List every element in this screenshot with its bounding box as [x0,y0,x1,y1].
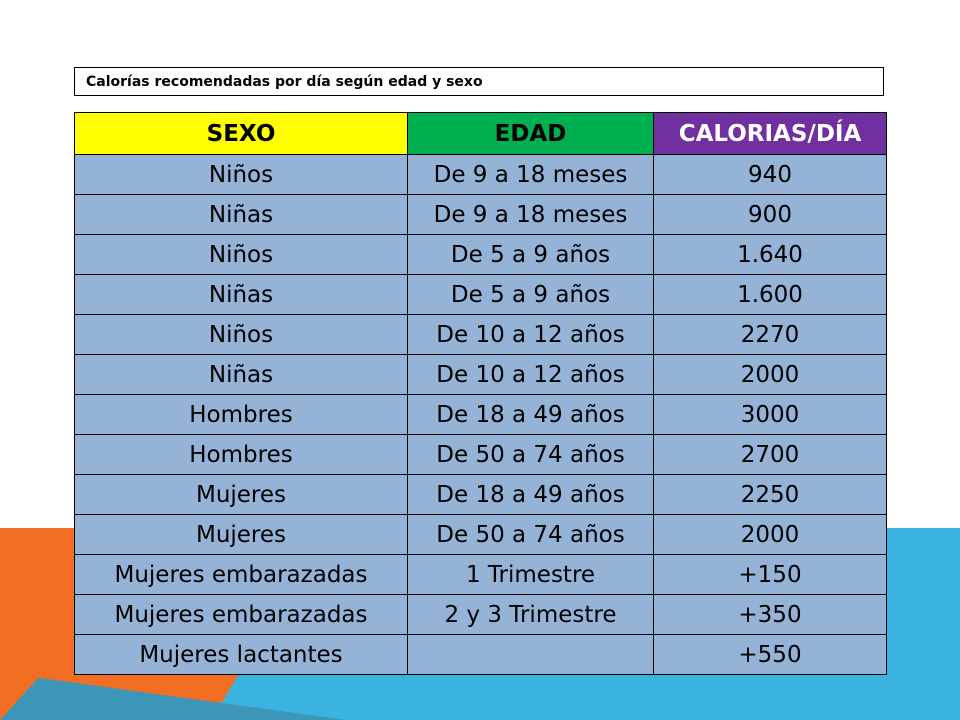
edad-cell: 2 y 3 Trimestre [408,595,654,635]
calorias-cell: 2000 [654,515,887,555]
calorias-cell: +350 [654,595,887,635]
edad-cell [408,635,654,675]
calorias-cell: 2270 [654,315,887,355]
sexo-cell: Mujeres embarazadas [75,555,408,595]
calorias-cell: +550 [654,635,887,675]
table-row [75,195,887,235]
edad-cell: De 5 a 9 años [408,275,654,315]
table-row [75,395,887,435]
calorias-cell: 940 [654,155,887,195]
edad-cell: De 9 a 18 meses [408,155,654,195]
sexo-cell: Mujeres [75,515,408,555]
sexo-cell: Niños [75,235,408,275]
calorias-cell: 1.640 [654,235,887,275]
table-row [75,355,887,395]
table-body [75,155,887,675]
table-row [75,275,887,315]
calorias-cell: 3000 [654,395,887,435]
edad-cell: De 9 a 18 meses [408,195,654,235]
table-row [75,435,887,475]
calorias-cell: 2250 [654,475,887,515]
calorias-cell: 1.600 [654,275,887,315]
header-edad: EDAD [408,113,654,155]
sexo-cell: Mujeres [75,475,408,515]
edad-cell: De 18 a 49 años [408,475,654,515]
calorias-cell: 900 [654,195,887,235]
sexo-cell: Niñas [75,355,408,395]
sexo-cell: Niños [75,155,408,195]
sexo-cell: Niñas [75,275,408,315]
edad-cell: De 10 a 12 años [408,315,654,355]
header-calorias: CALORIAS/DÍA [654,113,887,155]
sexo-cell: Hombres [75,395,408,435]
edad-cell: De 18 a 49 años [408,395,654,435]
calorias-cell: +150 [654,555,887,595]
table-row [75,635,887,675]
edad-cell: De 50 a 74 años [408,515,654,555]
table-caption: Calorías recomendadas por día según edad y sexo [74,67,884,96]
header-sexo: SEXO [75,113,408,155]
table-row [75,155,887,195]
sexo-cell: Hombres [75,435,408,475]
calories-table [74,112,887,675]
table-row [75,315,887,355]
table-row [75,555,887,595]
sexo-cell: Niños [75,315,408,355]
table-row [75,515,887,555]
calorias-cell: 2700 [654,435,887,475]
edad-cell: 1 Trimestre [408,555,654,595]
sexo-cell: Niñas [75,195,408,235]
edad-cell: De 5 a 9 años [408,235,654,275]
sexo-cell: Mujeres lactantes [75,635,408,675]
table-row [75,595,887,635]
calorias-cell: 2000 [654,355,887,395]
header-row [75,113,887,155]
table-row [75,235,887,275]
table-row [75,475,887,515]
sexo-cell: Mujeres embarazadas [75,595,408,635]
edad-cell: De 50 a 74 años [408,435,654,475]
edad-cell: De 10 a 12 años [408,355,654,395]
